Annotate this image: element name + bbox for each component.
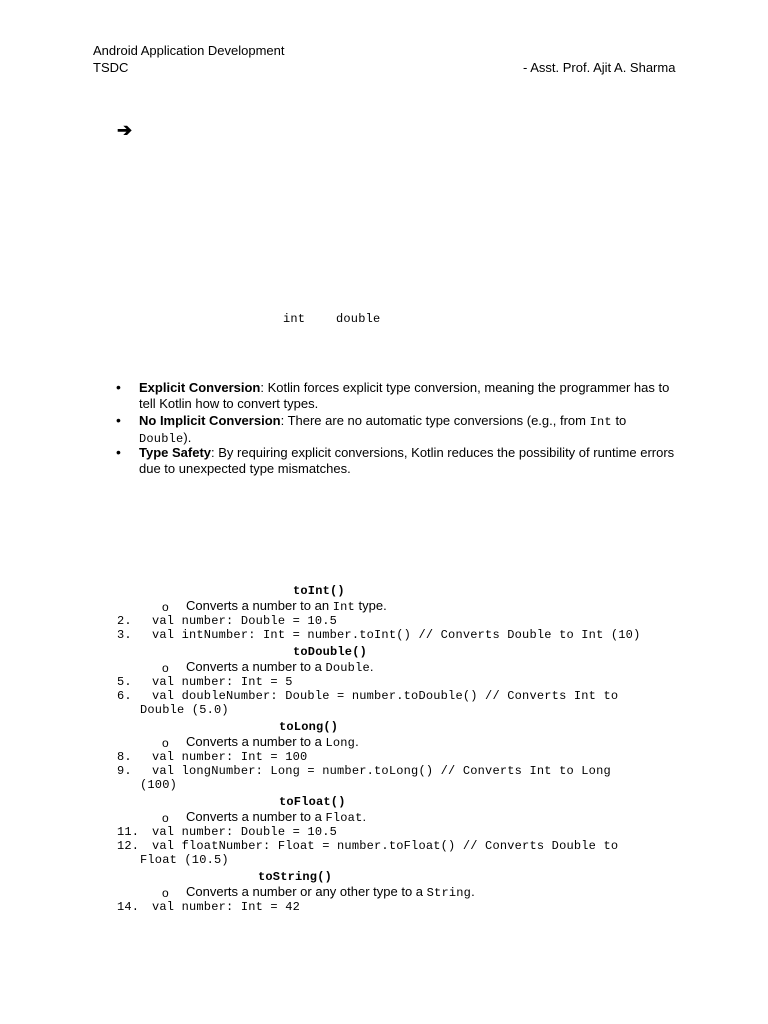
line-number: 6. [117,689,132,703]
bullet-label: No Implicit Conversion [139,413,281,428]
function-description: Converts a number to a Double. [186,659,374,675]
line-number: 2. [117,614,132,628]
function-description: Converts a number to a Long. [186,734,359,750]
circle-bullet: o [162,811,169,825]
code-line: val floatNumber: Float = number.toFloat() // Converts Double to [152,839,619,853]
type-double-label: double [336,312,381,326]
circle-bullet: o [162,886,169,900]
code-line: val number: Int = 100 [152,750,308,764]
bullet-item-explicit-conversion [139,380,679,412]
bullet-dot: • [116,444,121,460]
code-line-continuation: Float (10.5) [140,853,229,867]
bullet-label: Explicit Conversion [139,380,261,395]
bullet-text: to [611,413,627,428]
code-line: val doubleNumber: Double = number.toDouble() // Converts Int to [152,689,619,703]
line-number: 12. [117,839,140,853]
code-line-continuation: Double (5.0) [140,703,229,717]
function-heading: toFloat() [279,795,346,809]
function-heading: toInt() [293,584,345,598]
function-heading: toLong() [279,720,339,734]
code-line: val number: Int = 5 [152,675,293,689]
code-line-continuation: (100) [140,778,178,792]
code-line: val number: Double = 10.5 [152,614,338,628]
code-line: val intNumber: Int = number.toInt() // Converts Double to Int (10) [152,628,641,642]
bullet-item-type-safety [139,445,679,477]
function-description: Converts a number to a Float. [186,809,367,825]
bullet-text: : Kotlin forces explicit type conversion, meaning the programmer has to tell Kotlin how to convert types. [139,380,670,411]
inline-code: Int [589,415,612,429]
circle-bullet: o [162,600,169,614]
arrow-icon: ➔ [117,120,133,140]
bullet-dot: • [116,412,121,428]
bullet-text: ). [183,430,192,445]
code-line: val number: Int = 42 [152,900,301,914]
line-number: 5. [117,675,132,689]
function-description: Converts a number or any other type to a String. [186,884,475,900]
code-line: val longNumber: Long = number.toLong() // Converts Int to Long [152,764,611,778]
bullet-dot: • [116,379,121,395]
inline-code: Double [139,432,184,446]
bullet-item-no-implicit-conversion [139,413,679,447]
code-line: val number: Double = 10.5 [152,825,338,839]
line-number: 3. [117,628,132,642]
bullet-text: : By requiring explicit conversions, Kotlin reduces the possibility of runtime errors due to unexpected type mismatches. [139,445,675,476]
type-int-label: int [283,312,306,326]
line-number: 11. [117,825,140,839]
function-heading: toString() [258,870,333,884]
bullet-text: : There are no automatic type conversions (e.g., from [280,413,590,428]
line-number: 8. [117,750,132,764]
function-description: Converts a number to an Int type. [186,598,387,614]
line-number: 14. [117,900,140,914]
line-number: 9. [117,764,132,778]
author-name: - Asst. Prof. Ajit A. Sharma [523,60,676,75]
course-title: Android Application Development [93,43,285,58]
circle-bullet: o [162,661,169,675]
circle-bullet: o [162,736,169,750]
bullet-label: Type Safety [139,445,212,460]
institute-name: TSDC [93,60,129,75]
function-heading: toDouble() [293,645,368,659]
